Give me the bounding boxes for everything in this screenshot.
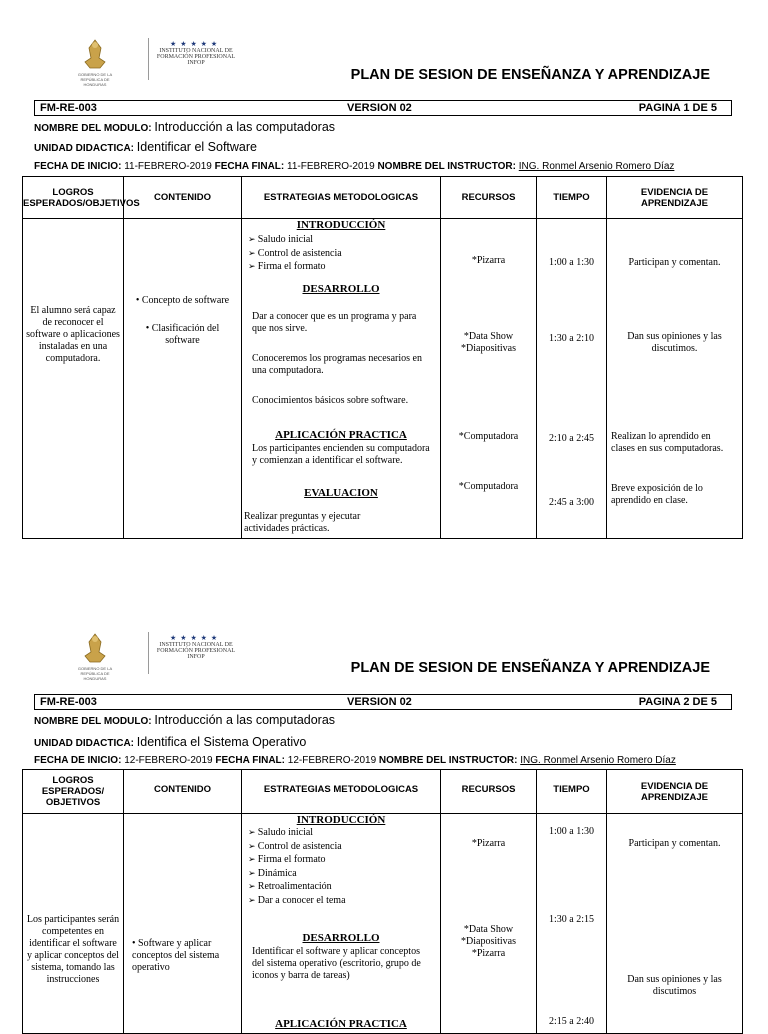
instructor-value: ING. Ronmel Arsenio Romero Díaz [520, 755, 676, 766]
fecha-inicio-label: FECHA DE INICIO: [34, 755, 122, 766]
desarrollo-text: Identificar el software y aplicar conceptos del sistema operativo (escritorio, grupo de iconos y barra de tareas) [252, 946, 421, 981]
form-code: FM-RE-003 [40, 102, 97, 114]
tiempo-item: 2:15 a 2:40 [549, 1016, 594, 1027]
header-estrategias: ESTRATEGIAS METODOLOGICAS [242, 177, 441, 219]
header-estrategias: ESTRATEGIAS METODOLOGICAS [242, 770, 441, 814]
desarrollo-title: DESARROLLO [302, 932, 380, 944]
list-item: ➢ Saludo inicial [248, 826, 346, 840]
fecha-final-value: 11-FEBRERO-2019 [287, 161, 375, 172]
logros-cell [23, 814, 124, 1034]
infop-logo [70, 630, 240, 681]
logros-text: Los participantes serán competentes en identificar el software y aplicar conceptos del sistema, tomando las instrucciones [26, 914, 120, 985]
form-code: FM-RE-003 [40, 696, 97, 708]
introduccion-title: INTRODUCCIÓN [296, 814, 386, 826]
tiempo-item: 1:30 a 2:10 [549, 333, 594, 344]
form-header-box [34, 694, 732, 710]
modulo-line [34, 713, 335, 727]
evidencia-item: Dan sus opiniones y las discutimos. [627, 331, 722, 354]
recurso-item: *Pizarra [471, 838, 506, 849]
tiempo-item: 2:45 a 3:00 [549, 497, 594, 508]
list-item: ➢ Firma el formato [248, 853, 346, 867]
tiempo-cell [537, 814, 607, 1034]
list-item: ➢ Control de asistencia [248, 247, 342, 261]
recurso-item: *Computadora [458, 481, 519, 492]
instructor-label: NOMBRE DEL INSTRUCTOR: [378, 755, 518, 766]
list-item: ➢ Retroalimentación [248, 880, 346, 894]
aplicacion-title: APLICACIÓN PRACTICA [275, 1018, 407, 1030]
contenido-item: • Software y aplicar conceptos del sistema operativo [132, 938, 220, 973]
instructor-label: NOMBRE DEL INSTRUCTOR: [377, 161, 516, 172]
evaluacion-text: Realizar preguntas y ejecutar actividades prácticas. [244, 511, 361, 534]
version-label: VERSION 02 [347, 102, 412, 114]
header-logros: LOGROS ESPERADOS/OBJETIVOS [23, 177, 124, 219]
plan-title: PLAN DE SESION DE ENSEÑANZA Y APRENDIZAJE [350, 67, 710, 83]
logo-divider [148, 632, 149, 674]
version-label: VERSION 02 [347, 696, 412, 708]
modulo-label: NOMBRE DEL MODULO: [34, 123, 152, 134]
contenido-item: • Clasificación del software [145, 323, 220, 346]
page-number: PAGINA 1 DE 5 [638, 102, 717, 114]
list-item: ➢ Dinámica [248, 867, 346, 881]
fechas-line [34, 755, 676, 766]
institution-name: INSTITUTO NACIONAL DE FORMACIÓN PROFESIONAL INFOP [156, 642, 236, 660]
list-item: ➢ Dar a conocer el tema [248, 894, 346, 908]
header-contenido: CONTENIDO [124, 770, 242, 814]
instructor-value: ING. Ronmel Arsenio Romero Díaz [518, 161, 675, 172]
seal-caption: GOBIERNO DE LA REPÚBLICA DE HONDURAS [77, 666, 113, 681]
evidencia-item: Realizan lo aprendido en clases en sus computadoras. [611, 431, 724, 454]
introduccion-list [248, 826, 346, 907]
plan-title: PLAN DE SESION DE ENSEÑANZA Y APRENDIZAJE [350, 660, 710, 676]
fecha-inicio-value: 12-FEBRERO-2019 [124, 755, 213, 766]
header-logros: LOGROS ESPERADOS/ OBJETIVOS [23, 770, 124, 814]
seal-caption: GOBIERNO DE LA REPÚBLICA DE HONDURAS [77, 72, 113, 87]
session-plan-table [22, 769, 743, 1034]
header-tiempo: TIEMPO [537, 770, 607, 814]
fecha-final-label: FECHA FINAL: [215, 755, 285, 766]
logo-stars: ★ ★ ★ ★ ★ [170, 41, 219, 48]
tiempo-item: 1:00 a 1:30 [549, 257, 594, 268]
evidencia-item: Breve exposición de lo aprendido en clase. [611, 483, 703, 506]
estrategias-cell [242, 814, 441, 1034]
list-item: ➢ Control de asistencia [248, 840, 346, 854]
unidad-value: Identifica el Sistema Operativo [136, 735, 307, 749]
header-tiempo: TIEMPO [537, 177, 607, 219]
tiempo-item: 2:10 a 2:45 [549, 433, 594, 444]
modulo-value: Introducción a las computadoras [154, 120, 336, 134]
fecha-final-value: 12-FEBRERO-2019 [287, 755, 377, 766]
header-recursos: RECURSOS [441, 177, 537, 219]
evidencia-item: Dan sus opiniones y las discutimos [627, 974, 722, 997]
contenido-cell [124, 814, 242, 1034]
list-item: ➢ Firma el formato [248, 260, 342, 274]
header-recursos: RECURSOS [441, 770, 537, 814]
unidad-value: Identificar el Software [136, 140, 257, 154]
page-number: PAGINA 2 DE 5 [638, 696, 717, 708]
institution-name: INSTITUTO NACIONAL DE FORMACIÓN PROFESIONAL INFOP [156, 48, 236, 66]
table-row [23, 814, 743, 1034]
logros-text: El alumno será capaz de reconocer el software o aplicaciones instaladas en una computadora. [26, 305, 120, 364]
unidad-label: UNIDAD DIDACTICA: [34, 738, 134, 749]
fecha-inicio-label: FECHA DE INICIO: [34, 161, 122, 172]
desarrollo-para: Dar a conocer que es un programa y para que nos sirve. [252, 311, 417, 334]
logo-stars: ★ ★ ★ ★ ★ [170, 635, 219, 642]
recurso-item: *Pizarra [471, 255, 506, 266]
tiempo-item: 1:00 a 1:30 [549, 826, 594, 837]
aplicacion-text: Los participantes encienden su computadora y comienzan a identificar el software. [252, 443, 430, 466]
header-contenido: CONTENIDO [124, 177, 242, 219]
recurso-item: *Diapositivas [461, 343, 516, 354]
evidencia-item: Participan y comentan. [628, 838, 721, 849]
introduccion-title: INTRODUCCIÓN [296, 219, 386, 231]
recurso-item: *Data Show [463, 924, 514, 935]
list-item: ➢ Saludo inicial [248, 233, 342, 247]
recursos-cell [441, 814, 537, 1034]
tiempo-item: 1:30 a 2:15 [549, 914, 594, 925]
recurso-item: *Data Show [463, 331, 514, 342]
contenido-item: • Concepto de software [135, 295, 230, 306]
recurso-item: *Computadora [458, 431, 519, 442]
desarrollo-title: DESARROLLO [302, 283, 380, 295]
desarrollo-para: Conocimientos básicos sobre software. [252, 395, 409, 406]
modulo-value: Introducción a las computadoras [154, 713, 336, 727]
recurso-item: *Pizarra [471, 948, 506, 959]
unidad-line [34, 735, 306, 749]
header-evidencia: EVIDENCIA DE APRENDIZAJE [607, 770, 743, 814]
desarrollo-para: Conoceremos los programas necesarios en una computadora. [252, 353, 422, 376]
header-evidencia: EVIDENCIA DE APRENDIZAJE [607, 177, 743, 219]
aplicacion-title: APLICACIÓN PRACTICA [275, 429, 407, 441]
evidencia-cell [607, 814, 743, 1034]
table-header-row [23, 770, 743, 814]
evidencia-item: Participan y comentan. [628, 257, 721, 268]
recurso-item: *Diapositivas [461, 936, 516, 947]
fecha-inicio-value: 11-FEBRERO-2019 [124, 161, 212, 172]
evaluacion-title: EVALUACION [304, 487, 378, 499]
modulo-label: NOMBRE DEL MODULO: [34, 716, 152, 727]
unidad-label: UNIDAD DIDACTICA: [34, 143, 134, 154]
fecha-final-label: FECHA FINAL: [214, 161, 285, 172]
